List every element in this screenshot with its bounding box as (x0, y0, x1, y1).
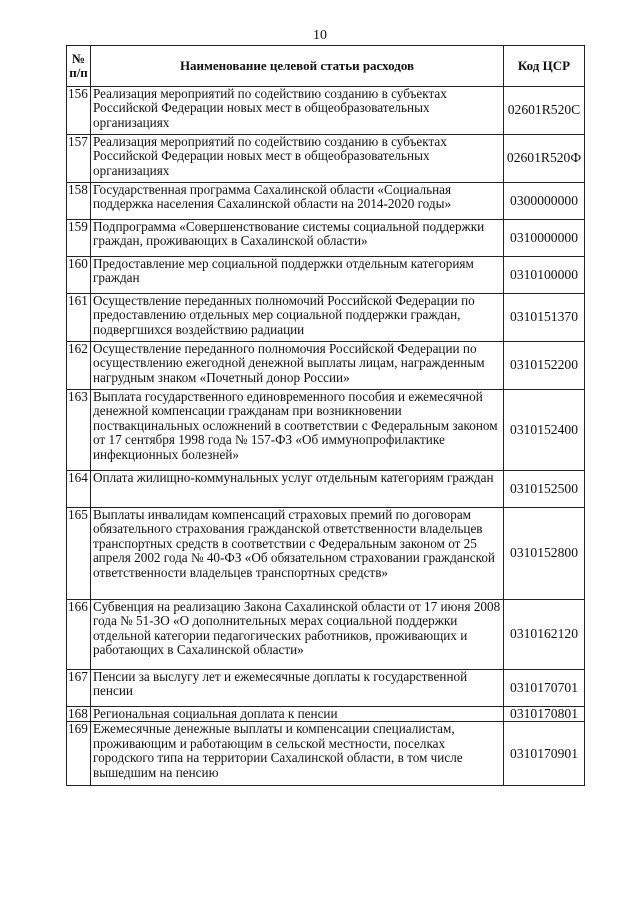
table-row (67, 294, 585, 342)
row-code: 0310152500 (504, 471, 585, 508)
row-name: Предоставление мер социальной поддержки отдельным категориям граждан (91, 257, 504, 294)
row-number: 161 (67, 294, 91, 342)
row-number: 168 (67, 707, 91, 722)
row-number: 162 (67, 342, 91, 390)
table-row (67, 183, 585, 220)
row-number: 169 (67, 722, 91, 786)
row-code: 02601R520C (504, 87, 585, 135)
row-name: Реализация мероприятий по содействию созданию в субъектах Российской Федерации новых мест в общеобразовательных организациях (91, 135, 504, 183)
row-number: 158 (67, 183, 91, 220)
row-number: 156 (67, 87, 91, 135)
row-code: 0310170701 (504, 670, 585, 707)
table-body (67, 87, 585, 786)
row-code: 0310170901 (504, 722, 585, 786)
row-name: Выплаты инвалидам компенсаций страховых премий по договорам обязательного страхования гражданской ответственности владельцев транспортных средств в соответствии с Федеральным законом от 25 апреля 2002 года № 40-ФЗ «Об обязательном страховании гражданской ответственности владельцев транспортных средств» (91, 508, 504, 600)
row-code: 0310152200 (504, 342, 585, 390)
row-number: 167 (67, 670, 91, 707)
table-row (67, 135, 585, 183)
table-row (67, 508, 585, 600)
header-code: Код ЦСР (504, 46, 585, 87)
row-code: 0310000000 (504, 220, 585, 257)
table-row (67, 220, 585, 257)
row-code: 0310162120 (504, 600, 585, 670)
row-name: Осуществление переданного полномочия Российской Федерации по осуществлению ежегодной денежной выплаты лицам, награжденным нагрудным знаком «Почетный донор России» (91, 342, 504, 390)
table-row (67, 722, 585, 786)
row-number: 165 (67, 508, 91, 600)
row-name: Пенсии за выслугу лет и ежемесячные доплаты к государственной пенсии (91, 670, 504, 707)
table-row (67, 600, 585, 670)
table-row (67, 670, 585, 707)
row-number: 160 (67, 257, 91, 294)
row-code: 0300000000 (504, 183, 585, 220)
row-name: Региональная социальная доплата к пенсии (91, 707, 504, 722)
row-code: 0310151370 (504, 294, 585, 342)
table-row (67, 87, 585, 135)
row-number: 157 (67, 135, 91, 183)
row-name: Субвенция на реализацию Закона Сахалинской области от 17 июня 2008 года № 51-ЗО «О дополнительных мерах социальной поддержки отдельной категории педагогических работников, проживающих и работающих в Сахалинской области» (91, 600, 504, 670)
row-code: 0310152800 (504, 508, 585, 600)
row-code: 0310100000 (504, 257, 585, 294)
budget-table-container (66, 45, 584, 786)
row-name: Ежемесячные денежные выплаты и компенсации специалистам, проживающим и работающим в сельской местности, поселках городского типа на территории Сахалинской области, в том числе вышедшим на пенсию (91, 722, 504, 786)
budget-items-table (66, 45, 585, 786)
table-row (67, 707, 585, 722)
row-name: Реализация мероприятий по содействию созданию в субъектах Российской Федерации новых мест в общеобразовательных организациях (91, 87, 504, 135)
table-row (67, 390, 585, 471)
table-row (67, 342, 585, 390)
row-number: 164 (67, 471, 91, 508)
row-name: Осуществление переданных полномочий Российской Федерации по предоставлению отдельных мер социальной поддержки граждан, подвергшихся воздействию радиации (91, 294, 504, 342)
table-row (67, 471, 585, 508)
row-number: 163 (67, 390, 91, 471)
row-name: Оплата жилищно-коммунальных услуг отдельным категориям граждан (91, 471, 504, 508)
header-name: Наименование целевой статьи расходов (91, 46, 504, 87)
row-name: Подпрограмма «Совершенствование системы социальной поддержки граждан, проживающих в Сахалинской области» (91, 220, 504, 257)
row-code: 02601R520Ф (504, 135, 585, 183)
row-number: 159 (67, 220, 91, 257)
row-name: Выплата государственного единовременного пособия и ежемесячной денежной компенсации гражданам при возникновении поствакцинальных осложнений в соответствии с Федеральным законом от 17 сентября 1998 года № 157-ФЗ «Об иммунопрофилактике инфекционных болезней» (91, 390, 504, 471)
table-header-row (67, 46, 585, 87)
row-code: 0310152400 (504, 390, 585, 471)
header-number: № п/п (67, 46, 91, 87)
row-code: 0310170801 (504, 707, 585, 722)
row-name: Государственная программа Сахалинской области «Социальная поддержка населения Сахалинской области на 2014-2020 годы» (91, 183, 504, 220)
page-number: 10 (313, 28, 327, 43)
row-number: 166 (67, 600, 91, 670)
table-row (67, 257, 585, 294)
